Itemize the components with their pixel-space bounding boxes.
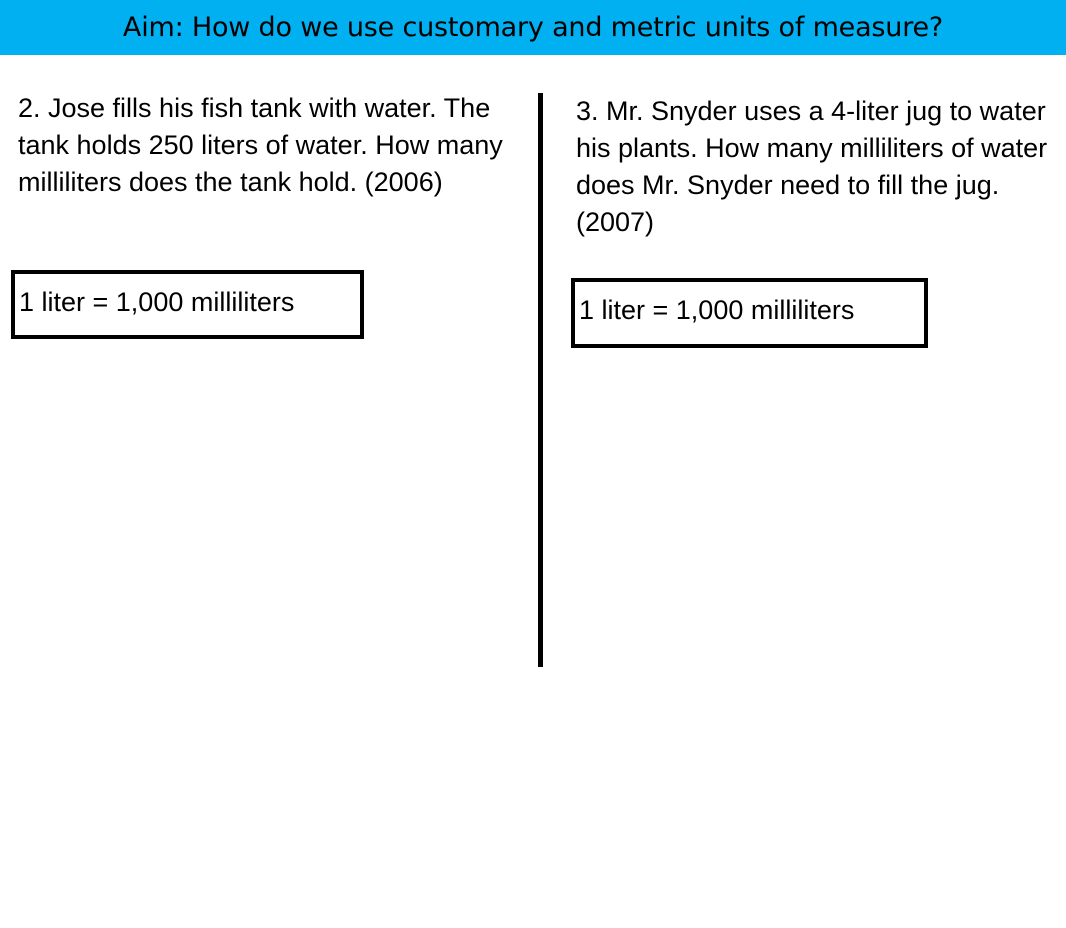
problem-3-formula-box [571,278,928,348]
column-divider [538,93,543,667]
problem-2-formula: 1 liter = 1,000 milliliters [19,287,295,317]
page-title: Aim: How do we use customary and metric units of measure? [122,12,944,43]
problem-3-formula: 1 liter = 1,000 milliliters [579,295,855,325]
problem-2-text: 2. Jose fills his fish tank with water. The tank holds 250 liters of water. How many milliliters does the tank hold. (2006) [18,93,503,197]
title-bar [0,0,1066,55]
problem-3-text: 3. Mr. Snyder uses a 4-liter jug to water his plants. How many milliliters of water does Mr. Snyder need to fill the jug. (2007) [576,96,1048,237]
problem-2-formula-box [11,270,364,339]
